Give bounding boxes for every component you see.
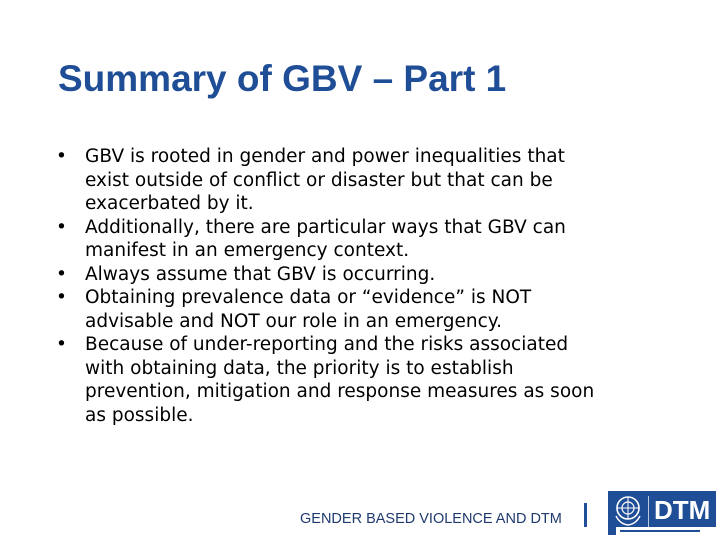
- bullet-marker: •: [56, 146, 67, 167]
- bullet-marker: •: [56, 216, 67, 238]
- footer-text: GENDER BASED VIOLENCE AND DTM: [300, 511, 562, 527]
- logo-tagline-text: [620, 530, 700, 532]
- bullet-line: Obtaining prevalence data or “evidence” is NOT: [85, 287, 532, 308]
- logo-wordmark: DTM: [654, 495, 711, 525]
- bullet-line: as possible.: [85, 404, 194, 426]
- bullet-line: prevention, mitigation and response measures as soon: [85, 381, 595, 402]
- bullet-line: exist outside of conflict or disaster but that can be: [85, 169, 553, 191]
- bullet-marker: •: [56, 334, 67, 355]
- bullet-line: Because of under-reporting and the risks associated: [85, 334, 569, 355]
- bullet-item: [56, 216, 676, 263]
- logo-tagline-band: [616, 527, 716, 535]
- bullet-line: manifest in an emergency context.: [85, 240, 410, 261]
- bullet-line: Always assume that GBV is occurring.: [85, 263, 436, 285]
- bullet-item: [56, 263, 676, 287]
- bullet-item: [56, 145, 676, 216]
- bullet-list: [56, 145, 676, 427]
- bullet-item: [56, 286, 676, 333]
- logo-divider: [648, 496, 649, 528]
- bullet-line: Additionally, there are particular ways that GBV can: [85, 216, 566, 238]
- bullet-line: GBV is rooted in gender and power inequalities that: [85, 146, 565, 167]
- bullet-line: exacerbated by it.: [85, 193, 254, 214]
- bullet-line: with obtaining data, the priority is to establish: [85, 357, 514, 379]
- slide-title: Summary of GBV – Part 1: [58, 58, 507, 99]
- un-emblem-icon: [612, 494, 644, 528]
- bullet-marker: •: [56, 287, 67, 308]
- bullet-marker: •: [56, 263, 67, 285]
- dtm-logo: [608, 491, 716, 535]
- footer-divider: [584, 503, 587, 527]
- bullet-item: [56, 333, 676, 427]
- bullet-line: advisable and NOT our role in an emergency.: [85, 310, 502, 332]
